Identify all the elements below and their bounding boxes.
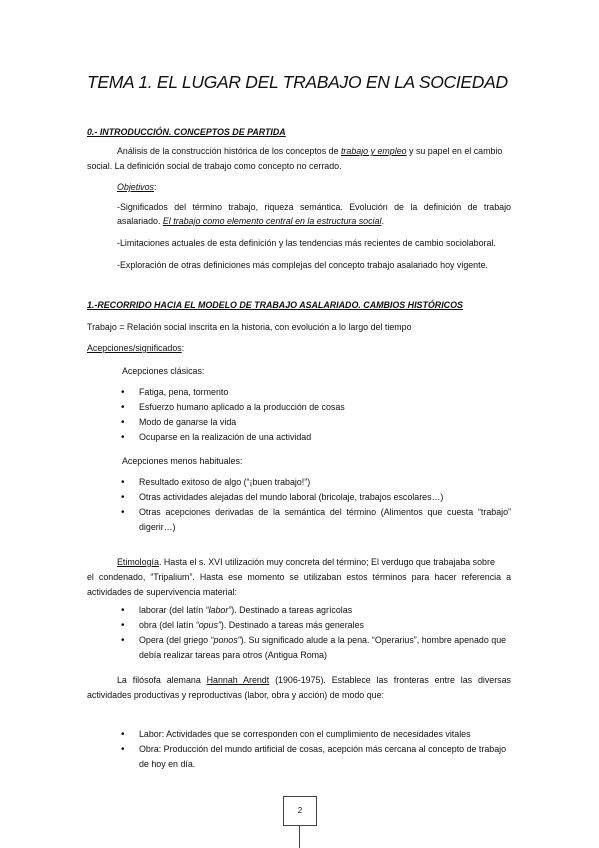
list-item [121, 400, 345, 415]
list-item-text: Labor: Actividades que se corresponden con el cumplimiento de necesidades vitales [139, 729, 471, 739]
objetivo-1-period: . [381, 216, 384, 226]
opera-line-2: debía realizar tareas para otros (Antigua Roma) [139, 650, 327, 660]
list-item [121, 742, 506, 757]
intro-paragraph-line-1 [117, 144, 502, 159]
list-item-text: Otras actividades alejadas del mundo laboral (bricolaje, trabajos escolares…) [139, 492, 444, 502]
list-item [121, 618, 364, 633]
bullet-icon: • [121, 729, 125, 740]
opera-text-end: ). Su significado alude a la pena. “Operarius”, hombre apenado que [240, 635, 507, 645]
bullet-icon: • [121, 605, 125, 616]
objetivo-1-text: asalariado. [117, 216, 163, 226]
list-item [121, 490, 443, 505]
opera-line-1 [139, 633, 506, 648]
menos-list [121, 475, 443, 505]
objetivo-1-line-1: -Significados del término trabajo, riqueza semántica. Evolución de la definición de trabajo [117, 202, 511, 212]
arendt-name: Hannah Arendt [206, 675, 270, 685]
bullet-icon: • [121, 477, 125, 488]
item-italic: “labor” [205, 605, 232, 615]
arendt-line-2: actividades productivas y reproductivas (labor, obra y acción) de modo que: [87, 690, 384, 700]
list-item-text: Modo de ganarse la vida [139, 417, 237, 427]
page-number-connector [299, 825, 300, 848]
clasicas-list [121, 385, 345, 445]
page-title: TEMA 1. EL LUGAR DEL TRABAJO EN LA SOCIEDAD [87, 72, 508, 92]
item-italic: “opus” [195, 620, 221, 630]
bullet-icon: • [121, 620, 125, 631]
page-number: 2 [283, 796, 317, 826]
etimologia-list [121, 603, 364, 633]
arendt-line-1 [117, 673, 511, 688]
acepciones-label [87, 341, 184, 356]
objetivo-1-line-2 [117, 214, 384, 229]
etimologia-line-3: actividades de supervivencia material: [87, 587, 237, 597]
section-0-heading: 0.- INTRODUCCIÓN. CONCEPTOS DE PARTIDA [87, 127, 286, 137]
objetivos-text: Objetivos [117, 182, 154, 192]
intro-text-a: Análisis de la construcción histórica de los conceptos de [117, 146, 341, 156]
intro-paragraph-line-2: social. La definición social de trabajo como concepto no cerrado. [87, 161, 342, 171]
bullet-icon: • [121, 507, 125, 518]
arendt-text: La filósofa alemana [117, 675, 207, 685]
menos-item-3-line-1: Otras acepciones derivadas de la semántica del término (Alimentos que cuesta “trabajo” [139, 507, 511, 517]
bullet-icon: • [121, 492, 125, 503]
item-text-end: ). Destinado a tareas agrícolas [231, 605, 353, 615]
list-item [121, 415, 345, 430]
etimologia-text: . Hasta el s. XVI utilización muy concreta del término; El verdugo que trabajaba sobre [158, 557, 495, 567]
list-item [121, 603, 364, 618]
item-text: obra (del latín [139, 620, 196, 630]
arendt-text-end: (1906-1975). Establece las fronteras entre las diversas [269, 675, 511, 685]
bullet-icon: • [121, 417, 125, 428]
acepciones-text: Acepciones/significados [87, 343, 182, 353]
list-item-text: Esfuerzo humano aplicado a la producción de cosas [139, 402, 345, 412]
list-item-text: Obra: Producción del mundo artificial de cosas, acepción más cercana al concepto de trabajo [139, 744, 507, 754]
menos-label: Acepciones menos habituales: [122, 456, 243, 466]
bullet-icon: • [121, 744, 125, 755]
clasicas-label: Acepciones clásicas: [122, 366, 205, 376]
bullet-icon: • [121, 387, 125, 398]
objetivo-1-emphasis: El trabajo como elemento central en la estructura social [162, 216, 382, 226]
etimologia-line-1 [117, 555, 495, 570]
etimologia-line-2: el condenado, “Tripalium”. Hasta ese momento se utilizaban estos términos para hacer referencia a [87, 572, 511, 582]
intro-emphasis: trabajo y empleo [340, 146, 407, 156]
list-item [121, 727, 506, 742]
final-item-2-line-2: de hoy en día. [139, 759, 196, 769]
list-item-text: Fatiga, pena, tormento [139, 387, 229, 397]
bullet-icon: • [121, 402, 125, 413]
etimologia-label: Etimología [117, 557, 159, 567]
bullet-icon: • [121, 635, 125, 646]
objetivo-3: -Exploración de otras definiciones más complejas del concepto trabajo asalariado hoy vigente. [117, 260, 488, 270]
list-item [121, 385, 345, 400]
objetivos-label [117, 180, 156, 195]
trabajo-definition: Trabajo = Relación social inscrita en la historia, con evolución a lo largo del tiempo [87, 322, 412, 332]
list-item-text: Resultado exitoso de algo (“¡buen trabajo!”) [139, 477, 311, 487]
item-text-end: ). Destinado a tareas más generales [220, 620, 364, 630]
opera-text: Opera (del griego [139, 635, 211, 645]
acepciones-colon: : [181, 343, 185, 353]
objetivos-colon: : [154, 182, 157, 192]
list-item [121, 475, 443, 490]
opera-italic: “ponos” [210, 635, 241, 645]
objetivo-2: -Limitaciones actuales de esta definición y las tendencias más recientes de cambio sociolaboral. [117, 238, 496, 248]
menos-item-3-line-2: digerir…) [139, 522, 176, 532]
intro-text-c: y su papel en el cambio [406, 146, 503, 156]
list-item-text: Ocuparse en la realización de una actividad [139, 432, 312, 442]
bullet-icon: • [121, 432, 125, 443]
item-text: laborar (del latín [139, 605, 206, 615]
list-item [121, 430, 345, 445]
arendt-list [121, 727, 506, 757]
section-1-heading: 1.-RECORRIDO HACIA EL MODELO DE TRABAJO ASALARIADO. CAMBIOS HISTÓRICOS [87, 300, 463, 310]
